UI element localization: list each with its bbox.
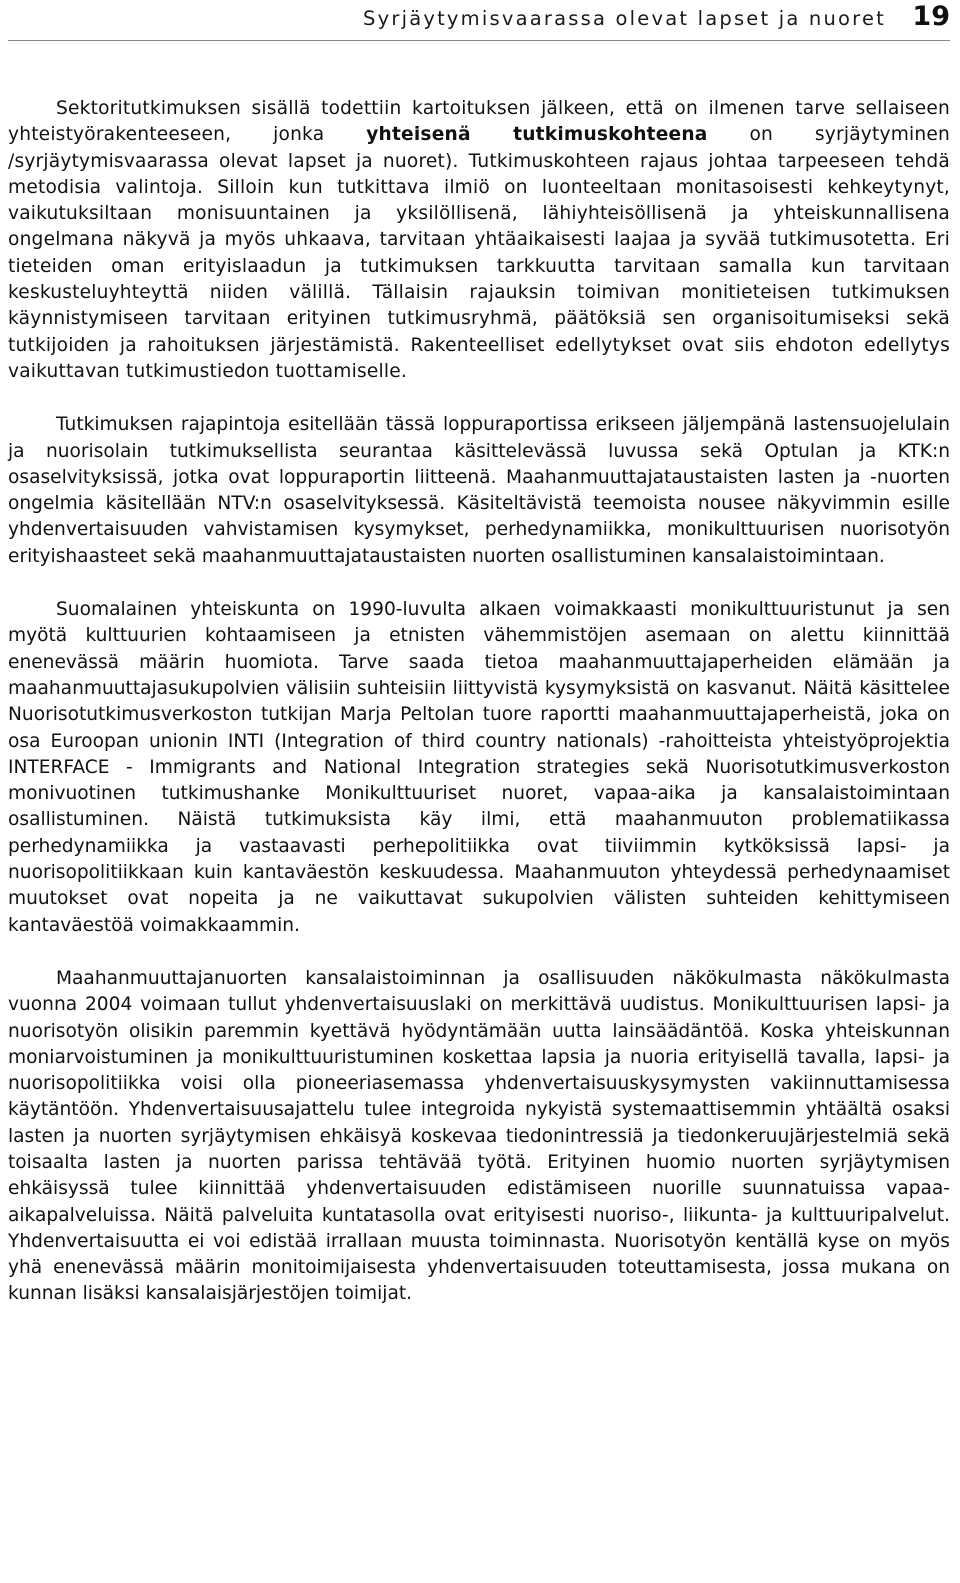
paragraph-2: Tutkimuksen rajapintoja esitellään tässä loppuraportissa erikseen jäljempänä lastensuojelulain ja nuorisolain tutkimuksellista seurantaa käsittelevässä luvussa sekä Optulan ja KTK:n osaselvityksissä, jotka ovat loppuraportin liitteenä. Maahanmuuttajataustaisten lasten ja -nuorten ongelmia käsitellään NTV:n osaselvityksessä. Käsiteltävistä teemoista nousee näkyvimmin esille yhdenvertaisuuden vahvistamisen kysymykset, perhedynamiikka, monikulttuurisen nuorisotyön erityishaasteet sekä maahanmuuttajataustaisten nuorten osallistuminen kansalaistoimintaan. — [8, 414, 950, 567]
paragraph-1-text-a: Sektoritutkimuksen sisällä todettiin kartoituksen jälkeen, että on ilmenen tarve sellaiseen yhteistyörakenteeseen, jonka — [8, 98, 950, 146]
running-title: Syrjäytymisvaarassa olevat lapset ja nuoret — [363, 7, 886, 30]
page-header — [8, 0, 950, 41]
paragraph-3: Suomalainen yhteiskunta on 1990-luvulta alkaen voimakkaasti monikulttuuristunut ja sen myötä kulttuurien kohtaamiseen ja etnisten vähemmistöjen asemaan on alettu kiinnittää enenevässä määrin huomiota. Tarve saada tietoa maahanmuuttajaperheiden elämään ja maahanmuuttajasukupolvien välisiin suhteisiin liittyvistä kysymyksistä on kasvanut. Näitä käsittelee Nuorisotutkimusverkoston tutkijan Marja Peltolan tuore raportti maahanmuuttajaperheistä, joka on osa Euroopan unionin INTI (Integration of third country nationals) -rahoitteista yhteistyöprojektia INTERFACE - Immigrants and National Integration strategies sekä Nuorisotutkimusverkoston monivuotinen tutkimushanke Monikulttuuriset nuoret, vapaa-aika ja kansalaistoimintaan osallistuminen. Näistä tutkimuksista käy ilmi, että maahanmuuton problematiikassa perhedynamiikka ja vastaavasti perhepolitiikka ovat tiiviimmin kytköksissä lapsi- ja nuorisopolitiikkaan kuin kantaväestön keskuudessa. Maahanmuuton yhteydessä perhedynaamiset muutokset ovat nopeita ja ne vaikuttavat sukupolvien välisten suhteiden kehittymiseen kantaväestöä voimakkaammin. — [8, 599, 950, 936]
paragraph-1-text-b: on syrjäytyminen /syrjäytymisvaarassa olevat lapset ja nuoret). Tutkimuskohteen rajaus johtaa tarpeeseen tehdä metodisia valintoja. Silloin kun tutkittava ilmiö on luonteeltaan monitasoisesti kehkeytynyt, vaikutuksiltaan monisuuntainen ja yksilöllisenä, lähiyhteisöllisenä ja yhteiskunnallisena ongelmana näkyvä ja myös uhkaava, tarvitaan yhtäaikaisesti laajaa ja syvää tutkimusotetta. Eri tieteiden oman erityislaadun ja tutkimuksen tarkkuutta tarvitaan samalla kun tarvitaan keskusteluyhteyttä niiden välillä. Tällaisin rajauksin toimivan monitieteisen tutkimuksen käynnistymiseen tarvitaan erityinen tutkimusryhmä, päätöksiä sen organisoitumiseksi sekä tutkijoiden ja rahoituksen järjestämistä. Rakenteelliset edellytykset ovat siis ehdoton edellytys vaikuttavan tutkimustiedon tuottamiselle. — [8, 124, 950, 382]
body-text — [8, 96, 950, 1308]
paragraph-1-emphasis: yhteisenä tutkimuskohteena — [366, 124, 708, 146]
paragraph-1 — [8, 96, 950, 385]
page-number: 19 — [912, 1, 950, 32]
paragraph-4: Maahanmuuttajanuorten kansalaistoiminnan ja osallisuuden näkökulmasta näkökulmasta vuonna 2004 voimaan tullut yhdenvertaisuuslaki on merkittävä uudistus. Monikulttuurisen lapsi- ja nuorisotyön olisikin paremmin kyettävä hyödyntämään uutta lainsäädäntöä. Koska yhteiskunnan moniarvoistuminen ja monikulttuuristuminen koskettaa lapsia ja nuoria erityisellä tavalla, lapsi- ja nuorisopolitiikka voisi olla pioneeriasemassa yhdenvertaisuuskysymysten vakiinnuttamisessa käytäntöön. Yhdenvertaisuusajattelu tulee integroida nykyistä systemaattisemmin yhtäältä osaksi lasten ja nuorten syrjäytymisen ehkäisyä koskevaa tiedonintressiä ja tiedonkeruujärjestelmiä sekä toisaalta lasten ja nuorten parissa tehtävää työtä. Erityinen huomio nuorten syrjäytymisen ehkäisyssä tulee kiinnittää yhdenvertaisuuden edistämiseen nuorille suunnatuissa vapaa-aikapalveluissa. Näitä palveluita kuntatasolla ovat erityisesti nuoriso-, liikunta- ja kulttuuripalvelut. Yhdenvertaisuutta ei voi edistää irrallaan muusta toiminnasta. Nuorisotyön kentällä kyse on myös yhä enenevässä määrin monitoimijaisesta yhdenvertaisuuden toteuttamisesta, jossa mukana on kunnan lisäksi kansalaisjärjestöjen toimijat. — [8, 967, 950, 1305]
